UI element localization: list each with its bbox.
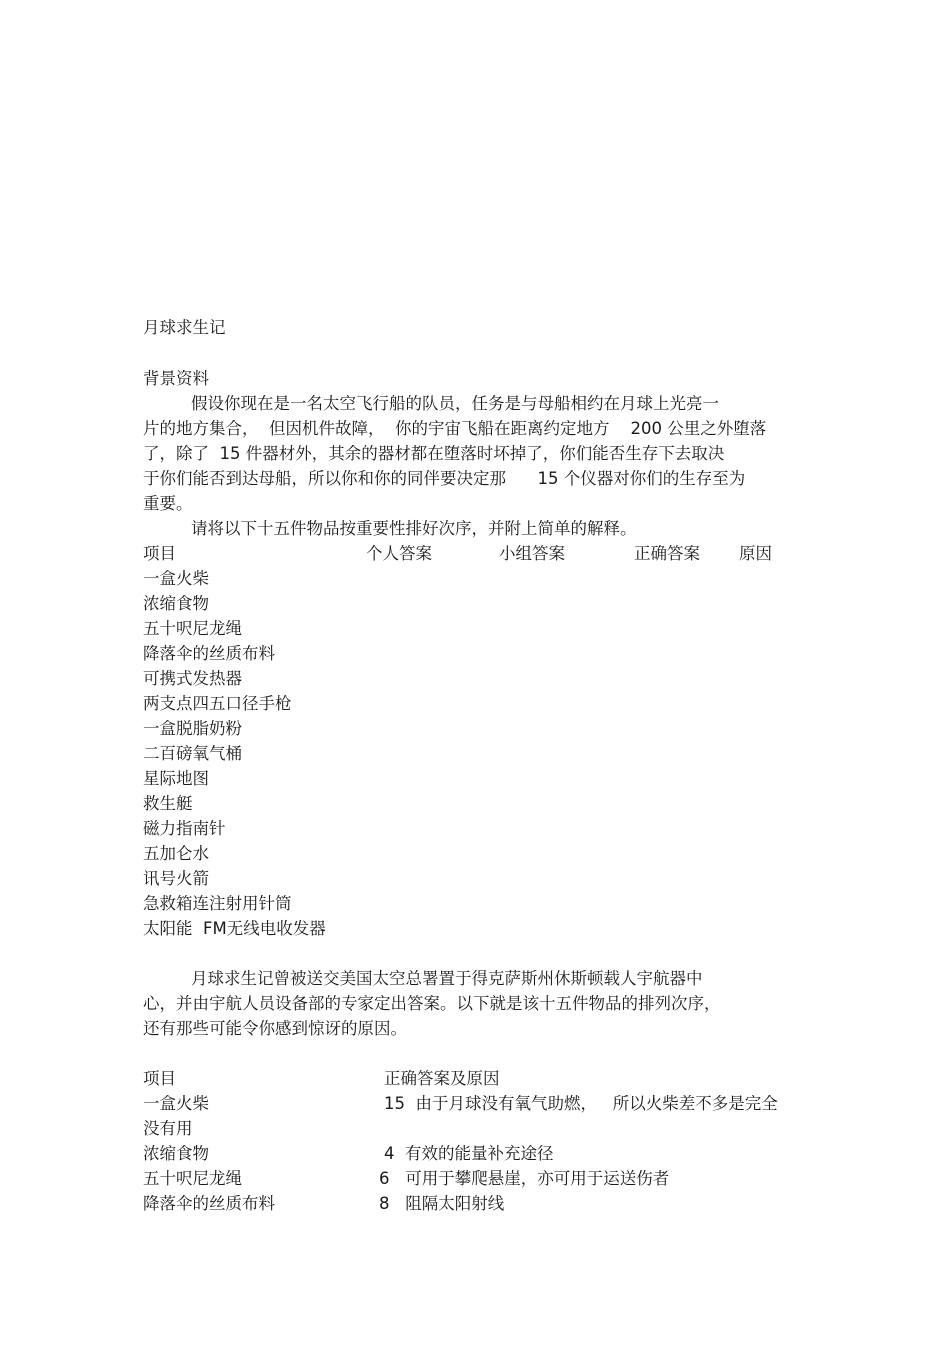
header-item: 项目 [143, 544, 176, 563]
list-item: 一盒脱脂奶粉 [143, 719, 242, 738]
header-reason: 原因 [739, 544, 772, 563]
answer-reason: 4 有效的能量补充途径 [384, 1144, 554, 1163]
list-item: 二百磅氧气桶 [143, 744, 242, 763]
intro-line: 了，除了 15 件器材外，其余的器材都在堕落时坏掉了，你们能否生存下去取决 [143, 444, 725, 463]
intro-line: 重要。 [143, 494, 193, 513]
answer-item: 降落伞的丝质布料 [143, 1194, 275, 1213]
list-item: 救生艇 [143, 794, 193, 813]
list-item: 太阳能 FM无线电收发器 [143, 919, 326, 938]
list-item: 一盒火柴 [143, 569, 209, 588]
list-item: 五十呎尼龙绳 [143, 619, 242, 638]
answer-item: 一盒火柴 [143, 1094, 209, 1113]
list-item: 讯号火箭 [143, 869, 209, 888]
header-correct: 正确答案 [634, 544, 700, 563]
list-item: 星际地图 [143, 769, 209, 788]
document-title: 月球求生记 [143, 318, 226, 337]
answer-reason: 15 由于月球没有氧气助燃， 所以火柴差不多是完全 [384, 1094, 778, 1113]
instruction-text: 请将以下十五件物品按重要性排好次序，并附上简单的解释。 [191, 519, 637, 538]
nasa-line: 还有那些可能令你感到惊讶的原因。 [143, 1019, 407, 1038]
list-item: 急救箱连注射用针筒 [143, 894, 292, 913]
answer-continuation: 没有用 [143, 1119, 193, 1138]
answer-item: 五十呎尼龙绳 [143, 1169, 242, 1188]
intro-line: 假设你现在是一名太空飞行船的队员，任务是与母船相约在月球上光亮一 [191, 394, 719, 413]
list-item: 两支点四五口径手枪 [143, 694, 292, 713]
list-item: 五加仑水 [143, 844, 209, 863]
intro-line: 片的地方集合， 但因机件故障， 你的宇宙飞船在距离约定地方 200 公里之外堕落 [143, 419, 767, 438]
nasa-line: 月球求生记曾被送交美国太空总署置于得克萨斯州休斯顿载人宇航器中 [191, 969, 703, 988]
answer-reason: 6 可用于攀爬悬崖，亦可用于运送伤者 [379, 1169, 670, 1188]
answer-header-item: 项目 [143, 1069, 176, 1088]
answer-item: 浓缩食物 [143, 1144, 209, 1163]
background-heading: 背景资料 [143, 369, 209, 388]
list-item: 可携式发热器 [143, 669, 242, 688]
list-item: 浓缩食物 [143, 594, 209, 613]
nasa-line: 心，并由宇航人员设备部的专家定出答案。以下就是该十五件物品的排列次序， [143, 994, 721, 1013]
answer-header-answer: 正确答案及原因 [384, 1069, 500, 1088]
intro-line: 于你们能否到达母船，所以你和你的同伴要决定那 15 个仪器对你们的生存至为 [143, 469, 746, 488]
header-group: 小组答案 [499, 544, 565, 563]
list-item: 降落伞的丝质布料 [143, 644, 275, 663]
header-personal: 个人答案 [366, 544, 432, 563]
answer-reason: 8 阻隔太阳射线 [379, 1194, 505, 1213]
list-item: 磁力指南针 [143, 819, 226, 838]
